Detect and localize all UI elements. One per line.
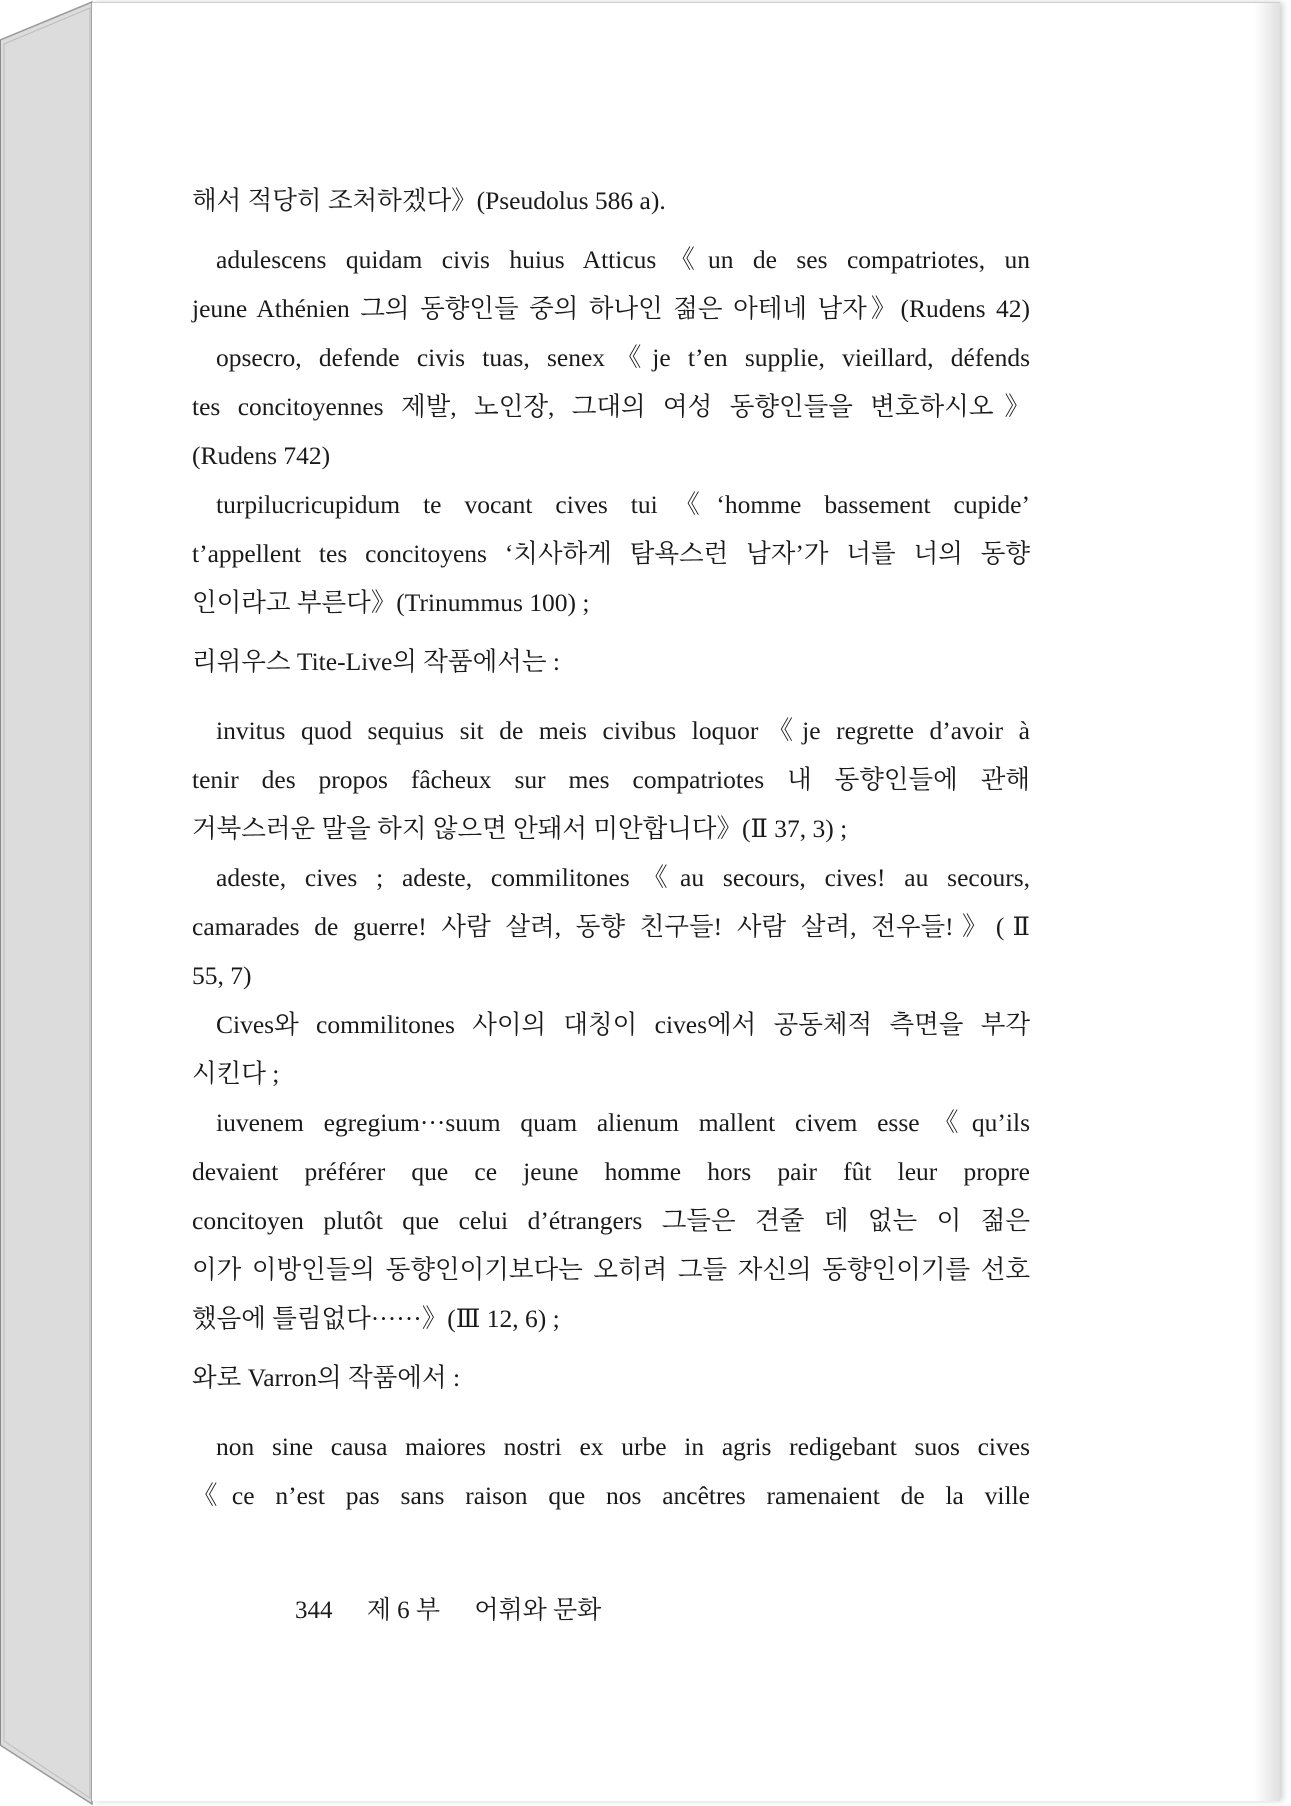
text-line: (Rudens 742) bbox=[192, 441, 331, 470]
text-line: 했음에 틀림없다······》(Ⅲ 12, 6) ; bbox=[192, 1304, 560, 1333]
text-line: 시킨다 ; bbox=[192, 1059, 280, 1088]
text-line: opsecro, defende civis tuas, senex《je t’en supplie, vieillard, défends bbox=[216, 343, 1030, 372]
text-line: jeune Athénien 그의 동향인들 중의 하나인 젊은 아테네 남자》(Rudens 42) bbox=[192, 294, 1030, 323]
page-number: 344 bbox=[295, 1597, 333, 1624]
section-heading: 리위우스 Tite-Live의 작품에서는 : bbox=[192, 647, 560, 676]
page-edge-shadow bbox=[1254, 3, 1280, 1801]
text-line: concitoyen plutôt que celui d’étrangers 그들은 견줄 데 없는 이 젊은 bbox=[192, 1206, 1030, 1235]
text-line: 해서 적당히 조처하겠다》(Pseudolus 586 a). bbox=[192, 186, 666, 215]
text-line: 《ce n’est pas sans raison que nos ancêtres ramenaient de la ville bbox=[192, 1481, 1030, 1510]
text-line: camarades de guerre! 사람 살려, 동향 친구들! 사람 살려, 전우들!》(Ⅱ bbox=[192, 912, 1030, 941]
section-label: 어휘와 문화 bbox=[474, 1597, 602, 1624]
text-line: adulescens quidam civis huius Atticus《un de ses compatriotes, un bbox=[216, 245, 1030, 274]
text-line: non sine causa maiores nostri ex urbe in agris redigebant suos cives bbox=[216, 1432, 1030, 1461]
part-label: 제 6 부 bbox=[366, 1597, 441, 1624]
text-line: adeste, cives ; adeste, commilitones《au secours, cives! au secours, bbox=[216, 863, 1030, 892]
page-footer bbox=[295, 1590, 629, 1626]
section-heading: 와로 Varron의 작품에서 : bbox=[192, 1363, 461, 1392]
text-line: devaient préférer que ce jeune homme hors pair fût leur propre bbox=[192, 1157, 1030, 1186]
text-line: tenir des propos fâcheux sur mes compatriotes 내 동향인들에 관해 bbox=[192, 765, 1030, 794]
text-line: 55, 7) bbox=[192, 961, 252, 990]
text-line: iuvenem egregium···suum quam alienum mallent civem esse《qu’ils bbox=[216, 1108, 1030, 1137]
text-line: 인이라고 부른다》(Trinummus 100) ; bbox=[192, 588, 590, 617]
text-line: tes concitoyennes 제발, 노인장, 그대의 여성 동향인들을 변호하시오》 bbox=[192, 392, 1030, 421]
page-body-text bbox=[192, 176, 1030, 1520]
text-line: t’appellent tes concitoyens ‘치사하게 탐욕스런 남자’가 너를 너의 동향 bbox=[192, 539, 1030, 568]
text-line: 이가 이방인들의 동향인이기보다는 오히려 그들 자신의 동향인이기를 선호 bbox=[192, 1255, 1030, 1284]
text-line: Cives와 commilitones 사이의 대칭이 cives에서 공동체적 측면을 부각 bbox=[216, 1010, 1030, 1039]
text-line: turpilucricupidum te vocant cives tui《‘homme bassement cupide’ bbox=[216, 490, 1030, 519]
text-line: invitus quod sequius sit de meis civibus loquor《je regrette d’avoir à bbox=[216, 716, 1030, 745]
text-line: 거북스러운 말을 하지 않으면 안돼서 미안합니다》(Ⅱ 37, 3) ; bbox=[192, 814, 848, 843]
